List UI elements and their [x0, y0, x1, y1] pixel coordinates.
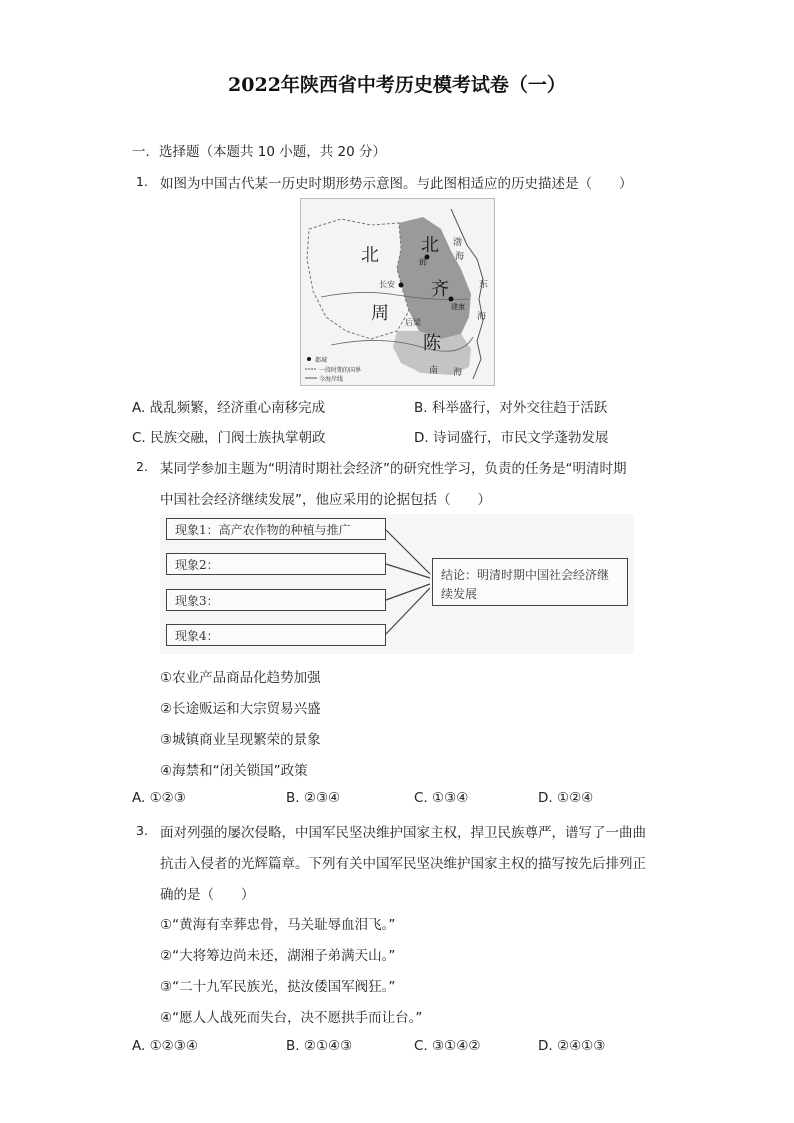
diagram-box-conclusion: 结论：明清时期中国社会经济继续发展	[432, 558, 628, 606]
capital-jiankang-icon	[449, 297, 454, 302]
map-label-bei: 北	[361, 245, 379, 266]
map-label-nan: 南	[429, 366, 439, 376]
q1-option-a[interactable]: A. 战乱频繁，经济重心南移完成	[132, 400, 326, 416]
map-label-bei2: 北	[421, 235, 439, 256]
capital-changan-icon	[399, 283, 404, 288]
q3-item-1: ①“黄海有幸葬忠骨，马关耻辱血泪飞。”	[160, 917, 396, 933]
q3-item-3: ③“二十九军民族光，挞汝倭国军阀狂。”	[160, 979, 396, 995]
legend-label-coast: 今海岸线	[319, 376, 344, 383]
map-label-bo: 渤	[453, 238, 463, 248]
diagram-box-phenomenon-1: 现象1：高产农作物的种植与推广	[166, 518, 386, 540]
question-3-number: 3.	[136, 823, 148, 838]
q1-option-c[interactable]: C. 民族交融，门阀士族执掌朝政	[132, 430, 326, 446]
map-label-chen: 陈	[423, 333, 441, 354]
question-2-number: 2.	[136, 459, 148, 474]
question-1-map	[300, 198, 495, 386]
q3-option-b[interactable]: B. ②①④③	[286, 1038, 353, 1054]
map-label-jiankang: 建康	[451, 303, 465, 311]
question-2-stem-line-1: 某同学参加主题为“明清时期社会经济”的研究性学习，负责的任务是“明清时期	[160, 461, 627, 477]
q2-option-d[interactable]: D. ①②④	[538, 790, 594, 806]
question-2-stem-line-2: 中国社会经济继续发展”，他应采用的论据包括（ ）	[160, 492, 491, 508]
diagram-box-phenomenon-3: 现象3：	[166, 589, 386, 611]
map-label-hai: 海	[455, 252, 465, 262]
map-label-dong: 东	[479, 280, 489, 290]
q3-item-4: ④“愿人人战死而失台，决不愿拱手而让台。”	[160, 1010, 423, 1026]
question-3-stem-line-3: 确的是（ ）	[160, 887, 255, 903]
legend-capital-icon	[307, 357, 311, 361]
map-label-houliang: 后梁	[405, 318, 421, 327]
q2-option-c[interactable]: C. ①③④	[414, 790, 469, 806]
q3-option-a[interactable]: A. ①②③④	[132, 1038, 198, 1054]
q1-option-d[interactable]: D. 诗词盛行，市民文学蓬勃发展	[414, 430, 609, 446]
q3-option-c[interactable]: C. ③①④②	[414, 1038, 481, 1054]
q2-item-3: ③城镇商业呈现繁荣的景象	[160, 732, 321, 748]
q3-option-d[interactable]: D. ②④①③	[538, 1038, 606, 1054]
section-heading: 一．选择题（本题共 10 小题，共 20 分）	[132, 144, 387, 160]
q2-item-2: ②长途贩运和大宗贸易兴盛	[160, 701, 321, 717]
question-1-number: 1.	[136, 174, 148, 189]
q1-option-b[interactable]: B. 科举盛行，对外交往趋于活跃	[414, 400, 608, 416]
question-3-stem-line-1: 面对列强的屡次侵略，中国军民坚决维护国家主权，捍卫民族尊严，谱写了一曲曲	[160, 825, 646, 841]
legend-label-border: 一段时期的国界	[319, 367, 362, 374]
page-title: 2022年陕西省中考历史模考试卷（一）	[228, 74, 566, 96]
map-label-hai2: 海	[477, 312, 487, 322]
q2-item-1: ①农业产品商品化趋势加强	[160, 670, 321, 686]
map-label-zhou: 周	[371, 303, 389, 324]
map-label-changan: 长安	[379, 280, 395, 289]
question-1-stem: 如图为中国古代某一历史时期形势示意图。与此图相适应的历史描述是（ ）	[160, 176, 633, 192]
map-label-hai3: 海	[453, 368, 463, 378]
diagram-box-phenomenon-2: 现象2：	[166, 553, 386, 575]
map-label-qi: 齐	[431, 279, 449, 300]
diagram-box-phenomenon-4: 现象4：	[166, 624, 386, 646]
map-label-ye: 邺	[419, 258, 427, 267]
question-3-stem-line-2: 抗击入侵者的光辉篇章。下列有关中国军民坚决维护国家主权的描写按先后排列正	[160, 856, 646, 872]
question-2-diagram	[160, 514, 634, 654]
q2-option-b[interactable]: B. ②③④	[286, 790, 341, 806]
legend-label-capital: 都城	[315, 357, 328, 364]
q2-option-a[interactable]: A. ①②③	[132, 790, 186, 806]
q3-item-2: ②“大将筹边尚未还，湖湘子弟满天山。”	[160, 948, 396, 964]
map-graphic	[301, 199, 494, 385]
q2-item-4: ④海禁和“闭关锁国”政策	[160, 763, 308, 779]
